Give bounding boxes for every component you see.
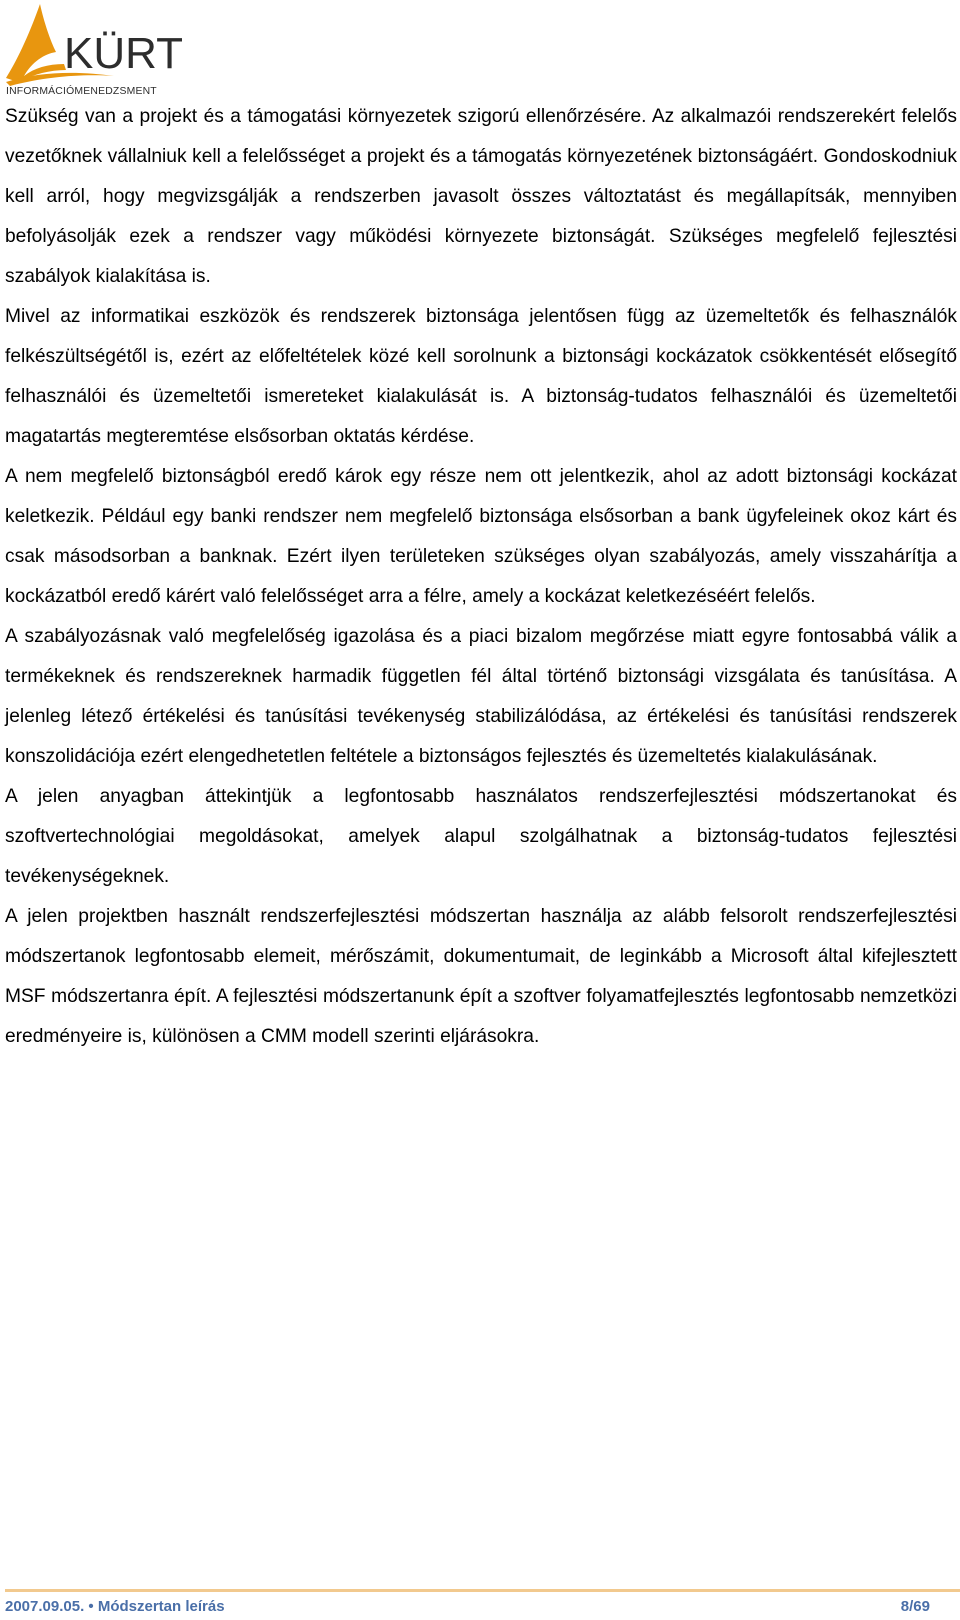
paragraph: A jelen anyagban áttekintjük a legfontosabb használatos rendszerfejlesztési módszertanokat és szoftvertechnológiai megoldásokat, amelyek alapul szolgálhatnak a biztonság-tudatos fejlesztési tevékenységeknek.	[5, 786, 957, 887]
paragraph: A nem megfelelő biztonságból eredő károk egy része nem ott jelentkezik, ahol az adott biztonsági kockázat keletkezik. Például egy banki rendszer nem megfelelő biztonsága elsősorban a bank ügyfeleinek okoz kárt és csak másodsorban a banknak. Ezért ilyen területeken szükséges olyan szabályozás, amely visszahárítja a kockázatból eredő kárért való felelősséget arra a félre, amely a kockázat keletkezéséért felelős.	[5, 466, 957, 607]
paragraph: A szabályozásnak való megfelelőség igazolása és a piaci bizalom megőrzése miatt egyre fontosabbá válik a termékeknek és rendszereknek harmadik független fél által történő biztonsági vizsgálata és tanúsítása. A jelenleg létező értékelési és tanúsítási tevékenység stabilizálódása, az értékelési és tanúsítási rendszerek konszolidációja ezért elengedhetetlen feltétele a biztonságos fejlesztés és üzemeltetés kialakulásának.	[5, 626, 957, 767]
logo-wordmark: KÜRT	[64, 29, 183, 78]
page-number: 8/69	[900, 1598, 930, 1615]
document-body	[5, 97, 957, 1057]
company-logo	[4, 2, 200, 96]
footer-date-title: 2007.09.05. • Módszertan leírás	[5, 1598, 225, 1615]
logo-swoosh-shape	[6, 4, 66, 82]
logo-tagline: INFORMÁCIÓMENEDZSMENT	[6, 86, 157, 96]
paragraph: Mivel az informatikai eszközök és rendszerek biztonsága jelentősen függ az üzemeltetők és felhasználók felkészültségétől is, ezért az előfeltételek közé kell sorolnunk a biztonsági kockázatok csökkentését elősegítő felhasználói és üzemeltetői ismereteket kialakulását is. A biztonság-tudatos felhasználói és üzemeltetői magatartás megteremtése elsősorban oktatás kérdése.	[5, 306, 957, 447]
paragraph: Szükség van a projekt és a támogatási környezetek szigorú ellenőrzésére. Az alkalmazói rendszerekért felelős vezetőknek vállalniuk kell a felelősséget a projekt és a támogatás környezetének biztonságáért. Gondoskodniuk kell arról, hogy megvizsgálják a rendszerben javasolt összes változtatást és megállapítsák, mennyiben befolyásolják ezek a rendszer vagy működési környezete biztonságát. Szükséges megfelelő fejlesztési szabályok kialakítása is.	[5, 106, 957, 287]
paragraph: A jelen projektben használt rendszerfejlesztési módszertan használja az alább felsorolt rendszerfejlesztési módszertanok legfontosabb elemeit, mérőszámit, dokumentumait, de leginkább a Microsoft által kifejlesztett MSF módszertanra épít. A fejlesztési módszertanunk épít a szoftver folyamatfejlesztés legfontosabb nemzetközi eredményeire is, különösen a CMM modell szerinti eljárásokra.	[5, 906, 957, 1047]
page-footer	[0, 1589, 960, 1620]
kurt-logo-mark	[4, 2, 200, 96]
footer-divider	[5, 1589, 960, 1592]
footer-row	[5, 1597, 930, 1617]
